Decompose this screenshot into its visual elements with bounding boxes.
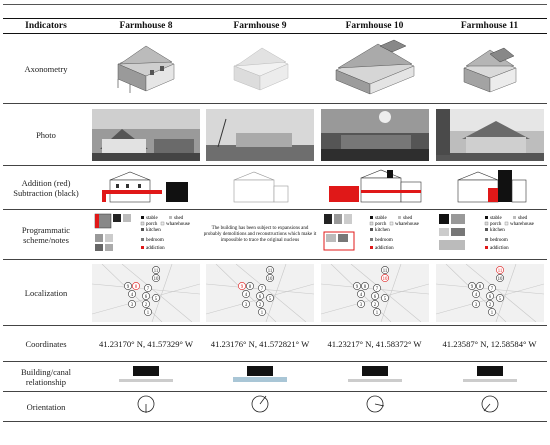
note-farmhouse-9: The building has been subject to expansions and probably demolitions and reconstructions which make it impossible to trace the original nucleus	[203, 210, 317, 260]
map-marker-label: 2	[144, 302, 148, 308]
map-marker-label: 7	[146, 286, 150, 292]
map-marker-label: 9	[126, 284, 130, 290]
coord-farmhouse-8: 41.23170° N, 41.57329° W	[89, 326, 203, 362]
row-relationship	[3, 362, 547, 392]
canal-diagram	[225, 362, 295, 386]
compass-icon	[134, 392, 158, 416]
map-farmhouse-8	[89, 260, 203, 326]
elevation-drawing	[96, 166, 196, 204]
map-marker-label: 6	[373, 294, 376, 300]
map-marker-label: 8	[248, 284, 252, 290]
map-marker-label: 2	[488, 302, 491, 308]
map-marker-label: 4	[474, 292, 477, 298]
photo-image	[321, 109, 429, 161]
coord-farmhouse-11: 41.23587° N, 12.58584° W	[432, 326, 547, 362]
header-farmhouse-10: Farmhouse 10	[317, 19, 432, 34]
legend-kitchen: kitchen	[489, 228, 505, 233]
label-relationship-text: Building/canal relationship	[20, 366, 72, 387]
legend-shed: shed	[174, 216, 184, 221]
map-marker-label: 9	[240, 284, 244, 290]
axonometry-drawing	[106, 36, 186, 96]
elevation-drawing	[210, 166, 310, 204]
compass-icon	[248, 392, 272, 416]
legend-porch: porch	[489, 222, 501, 227]
map-marker-label: 10	[382, 276, 387, 282]
map-marker-label: 11	[497, 268, 502, 274]
map-marker-label: 1	[146, 310, 150, 316]
comparison-table	[3, 18, 547, 422]
photo-image	[206, 109, 314, 161]
map-marker-label: 3	[244, 302, 248, 308]
map-marker-label: 1	[490, 310, 493, 316]
axo-farmhouse-8	[89, 34, 203, 104]
program-scheme	[435, 210, 545, 254]
canal-farmhouse-11	[432, 362, 547, 392]
header-row	[3, 19, 547, 34]
map-marker-label: 3	[130, 302, 134, 308]
map-marker-label: 5	[498, 296, 501, 302]
axonometry-drawing	[220, 36, 300, 96]
top-rule	[3, 4, 547, 5]
map-marker-label: 7	[490, 286, 493, 292]
legend-bedroom: bedroom	[146, 238, 164, 243]
addition-farmhouse-9	[203, 166, 317, 210]
row-photo	[3, 104, 547, 166]
legend-stable: stable	[146, 216, 158, 221]
map-farmhouse-11	[432, 260, 547, 326]
label-addition	[3, 166, 89, 210]
map-marker-label: 8	[478, 284, 481, 290]
label-photo: Photo	[3, 104, 89, 166]
header-farmhouse-11: Farmhouse 11	[432, 19, 547, 34]
map-marker-label: 2	[373, 302, 376, 308]
legend-porch: porch	[146, 222, 158, 227]
map-marker-label: 11	[382, 268, 387, 274]
orient-farmhouse-11	[432, 392, 547, 422]
map-marker-label: 10	[153, 276, 159, 282]
axo-farmhouse-10	[317, 34, 432, 104]
map-marker-label: 5	[268, 296, 272, 302]
map-marker-label: 11	[267, 268, 273, 274]
map-marker-label: 4	[359, 292, 362, 298]
map-marker-label: 4	[130, 292, 134, 298]
orient-farmhouse-8	[89, 392, 203, 422]
program-scheme	[320, 210, 430, 254]
label-programmatic	[3, 210, 89, 260]
scheme-farmhouse-10	[317, 210, 432, 260]
legend-stable: stable	[489, 216, 502, 221]
compass-icon	[363, 392, 387, 416]
map-marker-label: 9	[355, 284, 358, 290]
elevation-drawing	[440, 166, 540, 204]
axonometry-drawing	[450, 36, 530, 96]
localization-map	[92, 264, 200, 322]
legend-shed: shed	[517, 216, 527, 221]
addition-farmhouse-11	[432, 166, 547, 210]
axonometry-drawing	[330, 36, 420, 96]
compass-icon	[478, 392, 502, 416]
photo-image	[436, 109, 544, 161]
map-farmhouse-9	[203, 260, 317, 326]
canal-farmhouse-9	[203, 362, 317, 392]
program-scheme	[91, 210, 201, 254]
label-coordinates: Coordinates	[3, 326, 89, 362]
canal-diagram	[340, 362, 410, 386]
canal-diagram	[111, 362, 181, 386]
legend-stable: stable	[374, 216, 387, 221]
label-relationship	[3, 362, 89, 392]
map-marker-label: 9	[470, 284, 473, 290]
map-farmhouse-10	[317, 260, 432, 326]
scheme-farmhouse-8	[89, 210, 203, 260]
legend-addiction: addiction	[146, 246, 165, 251]
legend-bedroom: bedroom	[489, 238, 508, 243]
legend-bedroom: bedroom	[374, 238, 393, 243]
legend-wharehouse: wharehouse	[166, 222, 190, 227]
legend-kitchen: kitchen	[374, 228, 390, 233]
coord-farmhouse-10: 41.23217° N, 41.58372° W	[317, 326, 432, 362]
photo-image	[92, 109, 200, 161]
label-orientation: Orientation	[3, 392, 89, 422]
canal-diagram	[455, 362, 525, 386]
orient-farmhouse-10	[317, 392, 432, 422]
row-axonometry	[3, 34, 547, 104]
map-marker-label: 10	[267, 276, 273, 282]
photo-farmhouse-9	[203, 104, 317, 166]
photo-farmhouse-10	[317, 104, 432, 166]
coord-farmhouse-9: 41.23176° N, 41.572821° W	[203, 326, 317, 362]
map-marker-label: 7	[375, 286, 378, 292]
legend-porch: porch	[374, 222, 386, 227]
map-marker-label: 7	[260, 286, 264, 292]
map-marker-label: 6	[258, 294, 262, 300]
row-coordinates	[3, 326, 547, 362]
axo-farmhouse-9	[203, 34, 317, 104]
photo-farmhouse-11	[432, 104, 547, 166]
map-marker-label: 6	[488, 294, 491, 300]
canal-farmhouse-8	[89, 362, 203, 392]
legend-wharehouse: wharehouse	[509, 222, 534, 227]
map-marker-label: 2	[258, 302, 262, 308]
label-axonometry: Axonometry	[3, 34, 89, 104]
axo-farmhouse-11	[432, 34, 547, 104]
map-marker-label: 1	[375, 310, 378, 316]
map-marker-label: 6	[144, 294, 148, 300]
canal-farmhouse-10	[317, 362, 432, 392]
map-marker-label: 11	[153, 268, 159, 274]
label-localization: Localization	[3, 260, 89, 326]
map-marker-label: 4	[244, 292, 248, 298]
label-addition-text: Addition (red) Subtraction (black)	[13, 177, 79, 198]
map-marker-label: 5	[383, 296, 386, 302]
legend-shed: shed	[402, 216, 412, 221]
row-programmatic	[3, 210, 547, 260]
map-marker-label: 3	[359, 302, 362, 308]
map-marker-label: 1	[260, 310, 264, 316]
legend-kitchen: kitchen	[146, 228, 161, 233]
map-marker-label: 8	[134, 284, 138, 290]
row-addition	[3, 166, 547, 210]
label-programmatic-text: Programmatic scheme/notes	[21, 224, 71, 245]
header-farmhouse-8: Farmhouse 8	[89, 19, 203, 34]
map-marker-label: 5	[154, 296, 158, 302]
addition-farmhouse-8	[89, 166, 203, 210]
localization-map	[206, 264, 314, 322]
orient-farmhouse-9	[203, 392, 317, 422]
legend-wharehouse: wharehouse	[394, 222, 419, 227]
map-marker-label: 8	[363, 284, 366, 290]
header-farmhouse-9: Farmhouse 9	[203, 19, 317, 34]
photo-farmhouse-8	[89, 104, 203, 166]
row-localization	[3, 260, 547, 326]
map-marker-label: 3	[474, 302, 477, 308]
row-orientation	[3, 392, 547, 422]
legend-addiction: addiction	[489, 246, 509, 251]
elevation-drawing	[325, 166, 425, 204]
addition-farmhouse-10	[317, 166, 432, 210]
map-marker-label: 10	[497, 276, 502, 282]
scheme-farmhouse-11	[432, 210, 547, 260]
legend-addiction: addiction	[374, 246, 394, 251]
header-indicators: Indicators	[3, 19, 89, 34]
localization-map	[436, 264, 544, 322]
localization-map	[321, 264, 429, 322]
